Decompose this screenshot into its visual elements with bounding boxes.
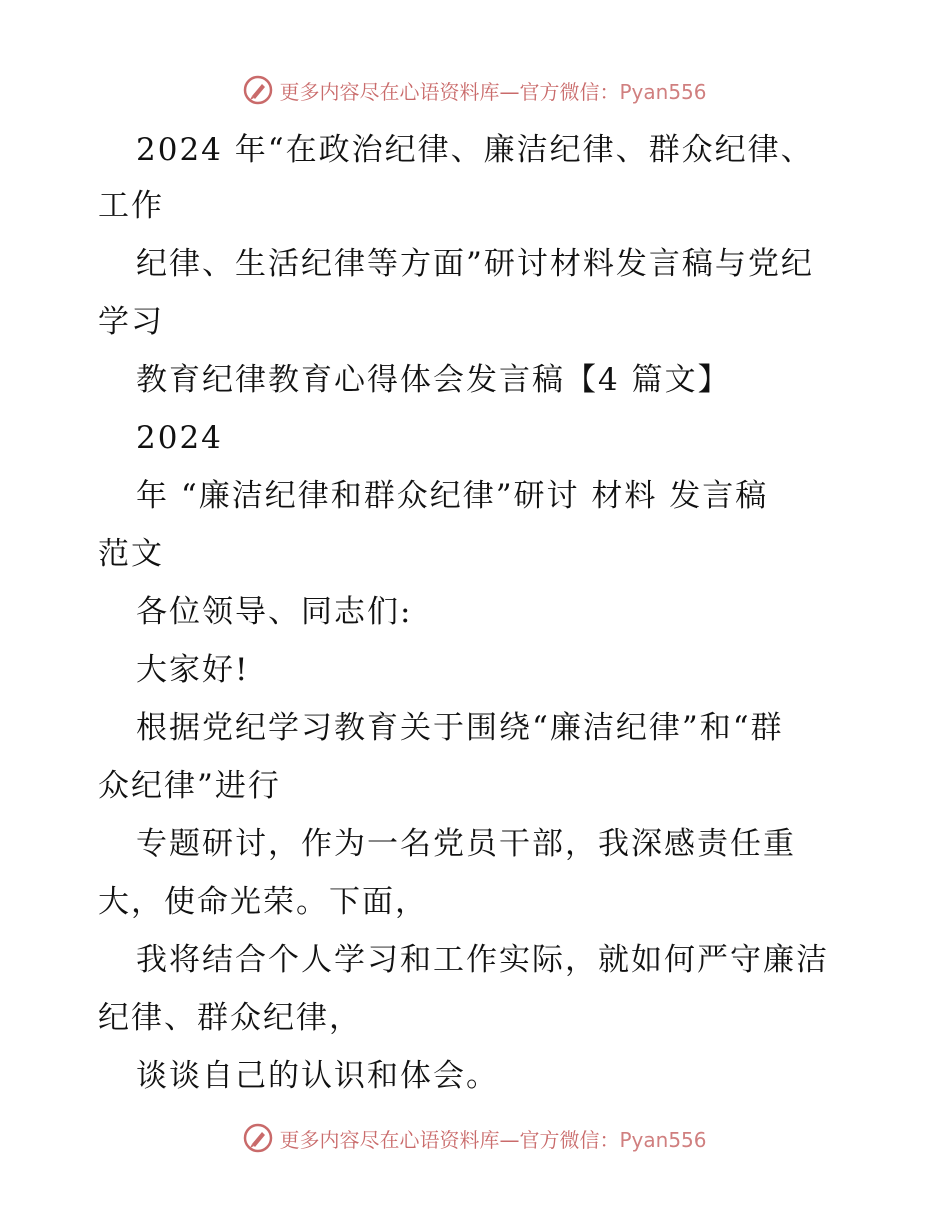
doc-line-14: 大，使命光荣。下面，: [98, 884, 428, 920]
doc-line-9: 各位领导、同志们:: [136, 594, 413, 630]
doc-line-4: 学习: [98, 304, 164, 340]
doc-line-1: 2024 年“在政治纪律、廉洁纪律、群众纪律、: [136, 132, 814, 168]
doc-line-2: 工作: [98, 188, 164, 224]
doc-line-8: 范文: [98, 536, 164, 572]
header-watermark: [0, 70, 950, 110]
doc-line-12: 众纪律”进行: [98, 768, 281, 804]
watermark-text: 更多内容尽在心语资料库—官方微信：Pyan556: [279, 1127, 707, 1152]
doc-line-17: 谈谈自己的认识和体会。: [136, 1058, 499, 1094]
doc-line-15: 我将结合个人学习和工作实际，就如何严守廉洁: [136, 942, 829, 978]
red-pen-nib-logo-icon: [243, 75, 273, 105]
watermark-contact: Pyan556: [619, 79, 707, 104]
doc-line-6: 2024: [136, 420, 223, 456]
watermark-contact: Pyan556: [619, 1127, 707, 1152]
footer-watermark: [0, 1118, 950, 1158]
doc-line-10: 大家好!: [136, 652, 250, 688]
watermark-text: 更多内容尽在心语资料库—官方微信：Pyan556: [279, 79, 707, 104]
doc-line-7: 年 “廉洁纪律和群众纪律”研讨 材料 发言稿: [136, 478, 769, 514]
doc-line-16: 纪律、群众纪律，: [98, 1000, 362, 1036]
doc-line-5: 教育纪律教育心得体会发言稿【4 篇文】: [136, 362, 731, 398]
doc-line-3: 纪律、生活纪律等方面”研讨材料发言稿与党纪: [136, 246, 814, 282]
doc-line-11: 根据党纪学习教育关于围绕“廉洁纪律”和“群: [136, 710, 784, 746]
doc-line-13: 专题研讨，作为一名党员干部，我深感责任重: [136, 826, 796, 862]
red-pen-nib-logo-icon: [243, 1123, 273, 1153]
